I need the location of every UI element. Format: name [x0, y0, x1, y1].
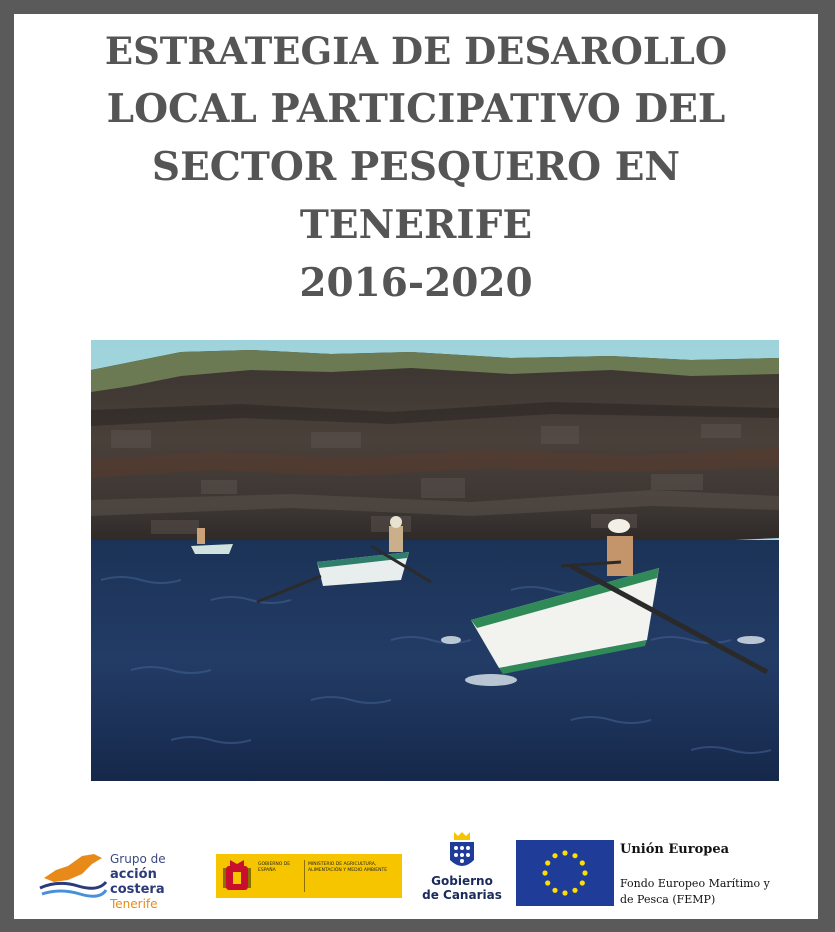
- gob-divider: [304, 860, 305, 892]
- gobierno-canarias-logo: [422, 830, 502, 914]
- title-line-4: TENERIFE: [299, 202, 533, 248]
- cover-photo: [91, 340, 779, 781]
- sponsor-logos: [38, 826, 803, 914]
- title-line-1: ESTRATEGIA DE DESAROLLO: [104, 29, 728, 73]
- title-years: 2016-2020: [299, 260, 533, 306]
- gobierno-espana-text: GOBIERNO DE ESPAÑA: [258, 862, 291, 873]
- eu-title: Unión Europea: [620, 842, 730, 857]
- gac-line-1: Grupo de: [110, 852, 166, 866]
- canarias-shield-icon: [422, 830, 502, 874]
- gac-line-3: Tenerife: [110, 897, 158, 911]
- canarias-line-1: Gobierno: [431, 874, 493, 888]
- eu-flag-icon: [516, 840, 614, 906]
- document-title: [14, 22, 818, 312]
- femp-line-2: de Pesca (FEMP): [620, 893, 716, 906]
- canarias-text: [422, 874, 502, 902]
- title-line-3: SECTOR PESQUERO EN: [151, 144, 681, 190]
- tenerife-island-icon: [38, 848, 108, 904]
- femp-line-1: Fondo Europeo Marítimo y: [620, 877, 770, 890]
- union-europea-logo: [516, 840, 812, 914]
- ministerio-text: MINISTERIO DE AGRICULTURA, ALIMENTACIÓN Y MEDIO AMBIENTE: [308, 862, 388, 873]
- gac-line-2: acción costera: [110, 867, 165, 897]
- femp-text: [620, 876, 810, 908]
- document-page: [14, 14, 818, 919]
- gobierno-espana-logo: [216, 854, 402, 898]
- canarias-line-2: de Canarias: [422, 888, 502, 902]
- fishing-boats-photo: [91, 340, 779, 781]
- title-line-2: LOCAL PARTICIPATIVO DEL: [106, 86, 726, 132]
- spain-coat-of-arms-icon: [222, 858, 252, 894]
- grupo-accion-costera-logo: [38, 848, 206, 911]
- gac-text: [110, 852, 206, 912]
